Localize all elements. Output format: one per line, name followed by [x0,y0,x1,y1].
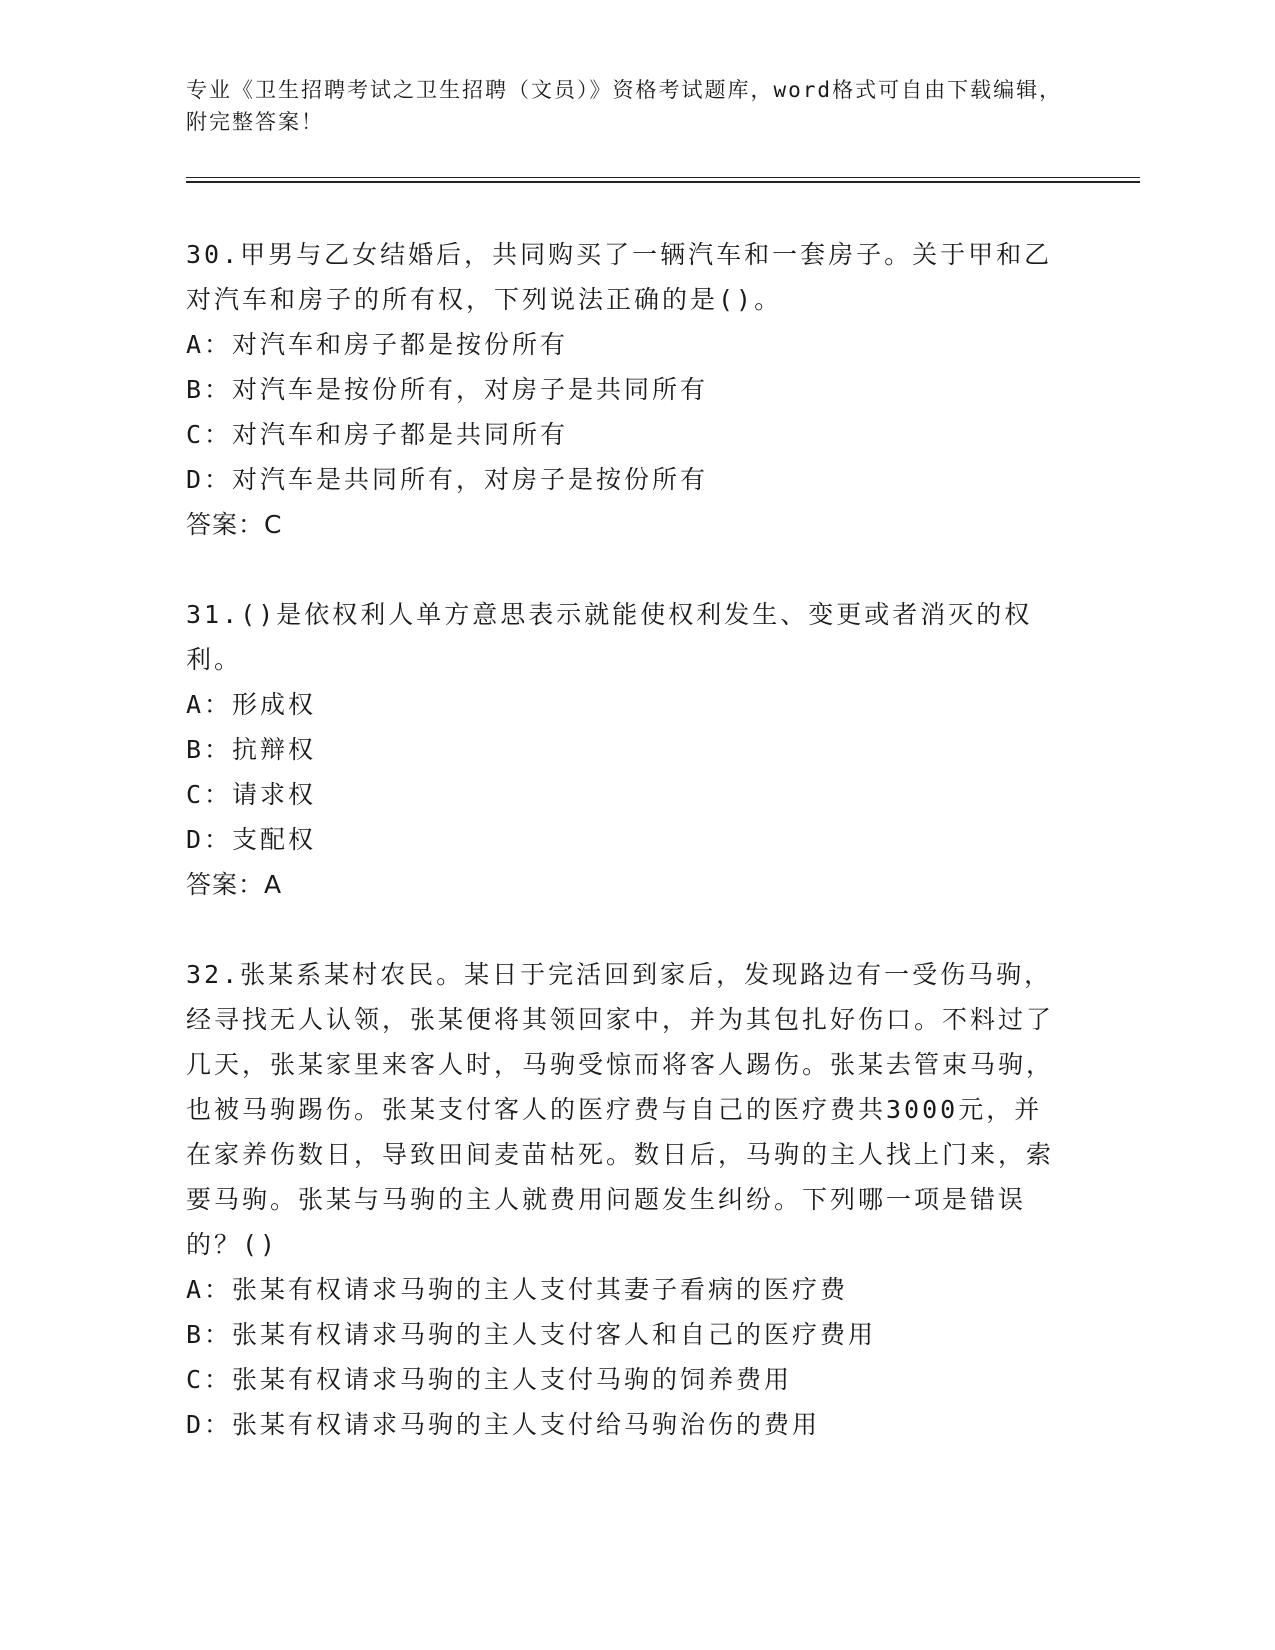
question-text: 32.张某系某村农民。某日于完活回到家后，发现路边有一受伤马驹，经寻找无人认领，张某便将其领回家中，并为其包扎好伤口。不料过了几天，张某家里来客人时，马驹受惊而将客人踢伤。张某去管束马驹，也被马驹踢伤。张某支付客人的医疗费与自己的医疗费共3000元，并在家养伤数日，导致田间麦苗枯死。数日后，马驹的主人找上门来，索要马驹。张某与马驹的主人就费用问题发生纠纷。下列哪一项是错误的？() [186,960,1055,1259]
question-32 [186,952,1066,1447]
document-header [186,74,1066,138]
header-divider-thick [186,181,1140,183]
question-text: 30.甲男与乙女结婚后，共同购买了一辆汽车和一套房子。关于甲和乙对汽车和房子的所有权，下列说法正确的是()。 [186,240,1053,314]
option-a: A：对汽车和房子都是按份所有 [186,330,569,359]
answer: 答案：A [186,870,283,899]
option-d: D：对汽车是共同所有，对房子是按份所有 [186,465,709,494]
header-divider [186,177,1140,178]
question-31 [186,592,1066,907]
option-c: C：对汽车和房子都是共同所有 [186,420,569,449]
option-c: C：请求权 [186,780,317,809]
option-b: B：对汽车是按份所有，对房子是共同所有 [186,375,709,404]
answer: 答案：C [186,510,283,539]
option-b: B：张某有权请求马驹的主人支付客人和自己的医疗费用 [186,1320,877,1349]
option-a: A：形成权 [186,690,317,719]
option-a: A：张某有权请求马驹的主人支付其妻子看病的医疗费 [186,1275,849,1304]
option-d: D：支配权 [186,825,317,854]
question-text: 31.()是依权利人单方意思表示就能使权利发生、变更或者消灭的权利。 [186,600,1033,674]
option-d: D：张某有权请求马驹的主人支付给马驹治伤的费用 [186,1410,821,1439]
option-c: C：张某有权请求马驹的主人支付马驹的饲养费用 [186,1365,793,1394]
option-b: B：抗辩权 [186,735,317,764]
question-30 [186,232,1066,547]
header-text: 专业《卫生招聘考试之卫生招聘（文员）》资格考试题库，word格式可自由下载编辑，附完整答案！ [186,78,1063,134]
